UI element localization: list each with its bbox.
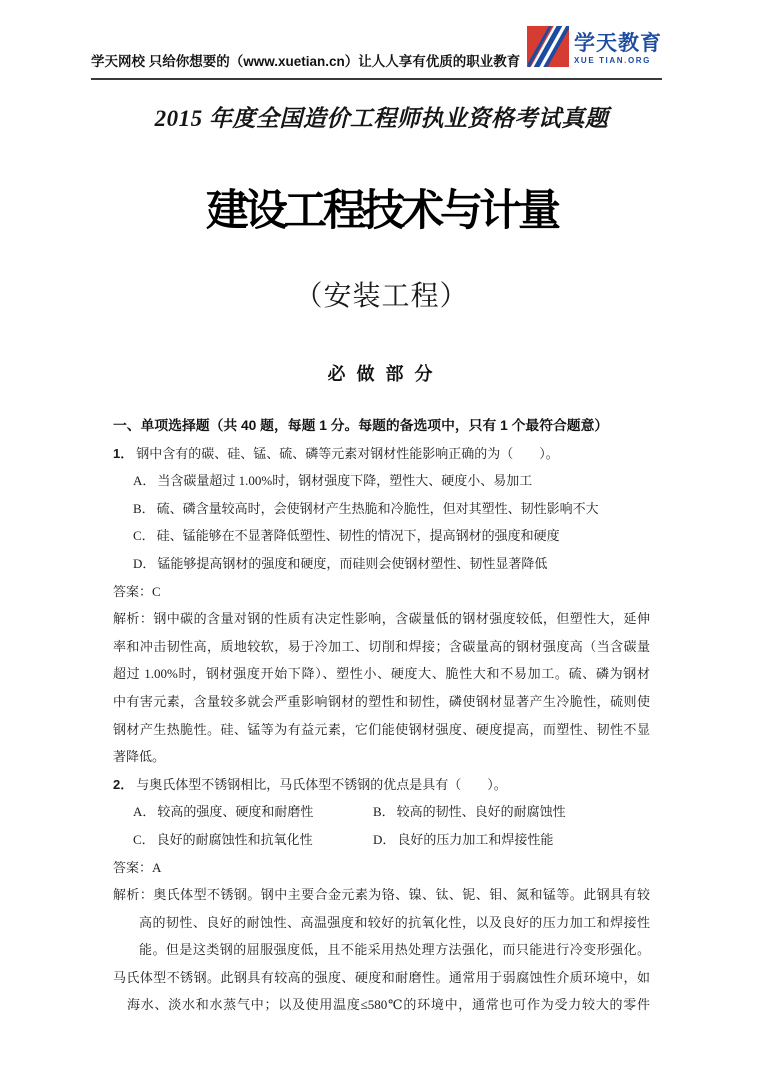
question-1-analysis-line [113,605,650,633]
analysis-text: 钢中碳的含量对钢的性质有决定性影响，含碳量低的钢材强度较低，但塑性大，延伸 [153,611,650,627]
question-2-options-row-2 [113,826,650,854]
logo-text [574,33,662,65]
question-2-answer [113,854,650,882]
logo-road-icon [527,23,569,74]
question-1-text: 钢中含有的碳、硅、锰、硫、磷等元素对钢材性能影响正确的为（ ）。 [136,445,559,461]
question-1-stem [113,440,650,468]
logo-name-cn: 学天教育 [574,31,662,55]
question-2-options-row-1 [113,798,650,826]
logo-en-dot: . [624,55,628,65]
subject-subtitle: （安装工程） [294,281,469,312]
question-1-number: 1． [113,445,134,461]
question-2-option-a [133,798,373,826]
question-2-number: 2． [113,776,134,792]
option-label: C． [133,831,155,847]
question-1-option-a [113,467,650,495]
question-2-stem [113,771,650,799]
option-text: 良好的压力加工和焊接性能 [397,831,554,847]
question-1-option-d [113,550,650,578]
answer-value: A [152,859,162,875]
question-2-analysis-line: 能。但是这类钢的屈服强度低，且不能采用热处理方法强化，而只能进行冷变形强化。 [139,942,650,958]
exam-year-title: 2015 年度全国造价工程师执业资格考试真题 [154,106,609,131]
option-label: B． [133,500,155,516]
question-1-option-b [113,495,650,523]
question-1-analysis-line: 率和冲击韧性高，质地较软，易于冷加工、切削和焊接；含碳量高的钢材强度高（当含碳量 [113,638,650,654]
question-2-analysis-line: 高的韧性、良好的耐蚀性、高温强度和较好的抗氧化性，以及良好的压力加工和焊接性 [139,914,650,930]
option-text: 当含碳量超过 1.00%时，钢材强度下降，塑性大、硬度小、易加工 [157,473,533,489]
section-heading: 一、单项选择题（共 40 题，每题 1 分。每题的备选项中，只有 1 个最符合题意） [113,418,609,433]
option-label: B． [373,804,395,820]
logo-name-en [574,57,662,65]
question-1-analysis-line: 钢材产生热脆性。硅、锰等为有益元素，它们能使钢材强度、硬度提高，而塑性、韧性不显 [113,721,650,737]
option-label: D． [373,831,396,847]
answer-value: C [152,583,161,599]
question-2-option-d [373,832,553,847]
question-1-answer [113,578,650,606]
analysis-text: 奥氏体型不锈钢。钢中主要合金元素为铬、镍、钛、铌、钼、氮和锰等。此钢具有较 [153,887,650,903]
option-text: 良好的耐腐蚀性和抗氧化性 [156,831,313,847]
analysis-label: 解析： [113,887,154,903]
question-2-option-c [133,826,373,854]
option-text: 硫、磷含量较高时，会使钢材产生热脆和冷脆性，但对其塑性、韧性影响不大 [156,500,599,516]
section-label: 必 做 部 分 [327,364,436,384]
question-1-option-c [113,522,650,550]
option-text: 较高的韧性、良好的耐腐蚀性 [396,804,566,820]
question-2-text: 与奥氏体型不锈钢相比，马氏体型不锈钢的优点是具有（ ）。 [136,776,507,792]
xuetian-logo [527,23,662,74]
analysis-label: 解析： [113,611,154,627]
answer-label: 答案： [113,859,153,875]
logo-en-main: XUE TIAN [574,55,625,65]
option-text: 较高的强度、硬度和耐磨性 [157,804,314,820]
question-2-option-b [373,804,566,819]
option-label: C． [133,528,155,544]
option-text: 硅、锰能够在不显著降低塑性、韧性的情况下，提高钢材的强度和硬度 [156,528,560,544]
option-label: A． [133,804,156,820]
option-text: 锰能够提高钢材的强度和硬度，而硅则会使钢材塑性、韧性显著降低 [157,555,548,571]
question-1-analysis-line: 中有害元素，含量较多就会严重影响钢材的塑性和韧性，磷使钢材显著产生冷脆性，硫则使 [113,693,650,709]
question-1-analysis-line: 著降低。 [113,749,166,765]
page-header [91,20,662,80]
answer-label: 答案： [113,583,153,599]
logo-en-suffix: ORG [627,55,651,65]
question-2-analysis-line: 海水、淡水和水蒸气中；以及使用温度≤580℃的环境中，通常也可作为受力较大的零件 [127,997,650,1013]
question-2-analysis-line: 马氏体型不锈钢。此钢具有较高的强度、硬度和耐磨性。通常用于弱腐蚀性介质环境中，如 [113,969,650,985]
subject-title: 建设工程技术与计量 [206,187,557,235]
question-2-analysis-line [113,881,650,909]
option-label: D． [133,555,156,571]
question-1-analysis-line: 超过 1.00%时，钢材强度开始下降）、塑性小、硬度大、脆性大和不易加工。硫、磷为钢材 [113,666,650,682]
option-label: A． [133,473,156,489]
exam-content [113,412,650,1019]
header-tagline: 学天网校 只给你想要的（www.xuetian.cn）让人人享有优质的职业教育 [91,54,521,69]
